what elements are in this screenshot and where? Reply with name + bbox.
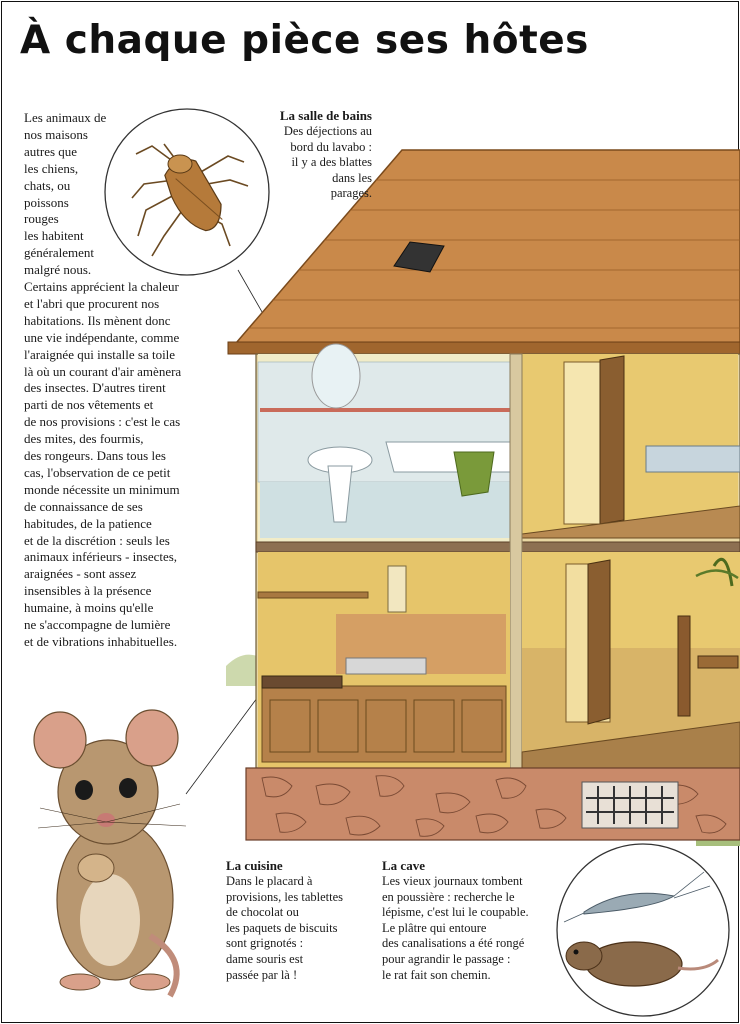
intro-line: des insectes. D'autres tirent	[24, 380, 166, 396]
caption-cuisine	[226, 858, 386, 983]
house-cutaway-illustration	[226, 146, 740, 846]
intro-line: autres que	[24, 143, 78, 159]
intro-line: araignées - sont assez	[24, 566, 137, 582]
caption-line: Des déjections au	[283, 124, 372, 138]
caption-line: dans les	[332, 170, 372, 185]
caption-line: Dans le placard à	[226, 874, 313, 888]
intro-line: rouges	[24, 211, 59, 227]
intro-line: habitudes, de la patience	[24, 515, 152, 531]
intro-line: des rongeurs. Dans tous les	[24, 448, 166, 463]
intro-line: Les animaux de	[24, 110, 107, 125]
caption-line: dame souris est	[226, 951, 304, 966]
caption-title: La salle de bains	[279, 108, 372, 123]
intro-line: l'araignée qui installe sa toile	[24, 346, 176, 362]
silverfish-and-rat-illustration	[554, 842, 732, 1018]
intro-line: animaux inférieurs - insectes,	[24, 549, 178, 565]
mouse-illustration	[20, 700, 224, 1000]
caption-line: provisions, les tablettes	[226, 889, 343, 904]
intro-line: et de la discrétion : seuls les	[24, 532, 170, 548]
caption-line: lépisme, c'est lui le coupable.	[382, 905, 529, 920]
intro-line: et l'abri que procurent nos	[24, 295, 160, 311]
caption-line: le rat fait son chemin.	[382, 967, 491, 982]
intro-line: malgré nous.	[24, 262, 92, 278]
caption-line: pour agrandir le passage :	[382, 951, 511, 966]
caption-line: bord du lavabo :	[290, 139, 372, 154]
intro-line: et de vibrations inhabituelles.	[24, 633, 178, 649]
caption-line: de chocolat ou	[226, 905, 299, 920]
caption-line: en poussière : recherche le	[382, 889, 515, 904]
intro-line: ne s'accompagne de lumière	[24, 617, 171, 632]
intro-line: poissons	[24, 194, 69, 210]
intro-line: monde nécessite un minimum	[24, 481, 180, 497]
intro-line: parti de nos vêtements et	[24, 397, 154, 413]
intro-line: généralement	[24, 245, 95, 261]
intro-line: une vie indépendante, comme	[24, 329, 180, 345]
caption-line: les paquets de biscuits	[226, 920, 338, 935]
caption-line: Le plâtre qui entoure	[382, 920, 487, 935]
caption-line: sont grignotés :	[226, 936, 304, 951]
intro-line: insensibles à la présence	[24, 583, 152, 599]
caption-title: La cuisine	[226, 858, 283, 873]
intro-line: humaine, à moins qu'elle	[24, 600, 154, 616]
caption-cave	[382, 858, 562, 983]
intro-line: là où un courant d'air amènera	[24, 363, 182, 379]
caption-line: des canalisations a été rongé	[382, 936, 525, 951]
page-title: À chaque pièce ses hôtes	[20, 18, 589, 63]
intro-line: habitations. Ils mènent donc	[24, 312, 171, 328]
intro-line: les chiens,	[24, 160, 79, 176]
intro-line: de connaissance de ses	[24, 498, 143, 514]
caption-line: parages.	[330, 186, 372, 201]
intro-line: Certains apprécient la chaleur	[24, 279, 179, 294]
caption-salle-de-bains	[252, 108, 372, 202]
caption-title: La cave	[382, 858, 425, 873]
intro-line: cas, l'observation de ce petit	[24, 464, 171, 480]
caption-line: passée par là !	[226, 967, 298, 982]
caption-line: Les vieux journaux tombent	[382, 874, 523, 888]
intro-line: des mites, des fourmis,	[24, 431, 144, 447]
intro-line: les habitent	[24, 228, 84, 244]
intro-line: nos maisons	[24, 126, 88, 142]
intro-line: chats, ou	[24, 177, 71, 193]
intro-line: de nos provisions : c'est le cas	[24, 414, 181, 430]
caption-line: il y a des blattes	[291, 155, 372, 170]
